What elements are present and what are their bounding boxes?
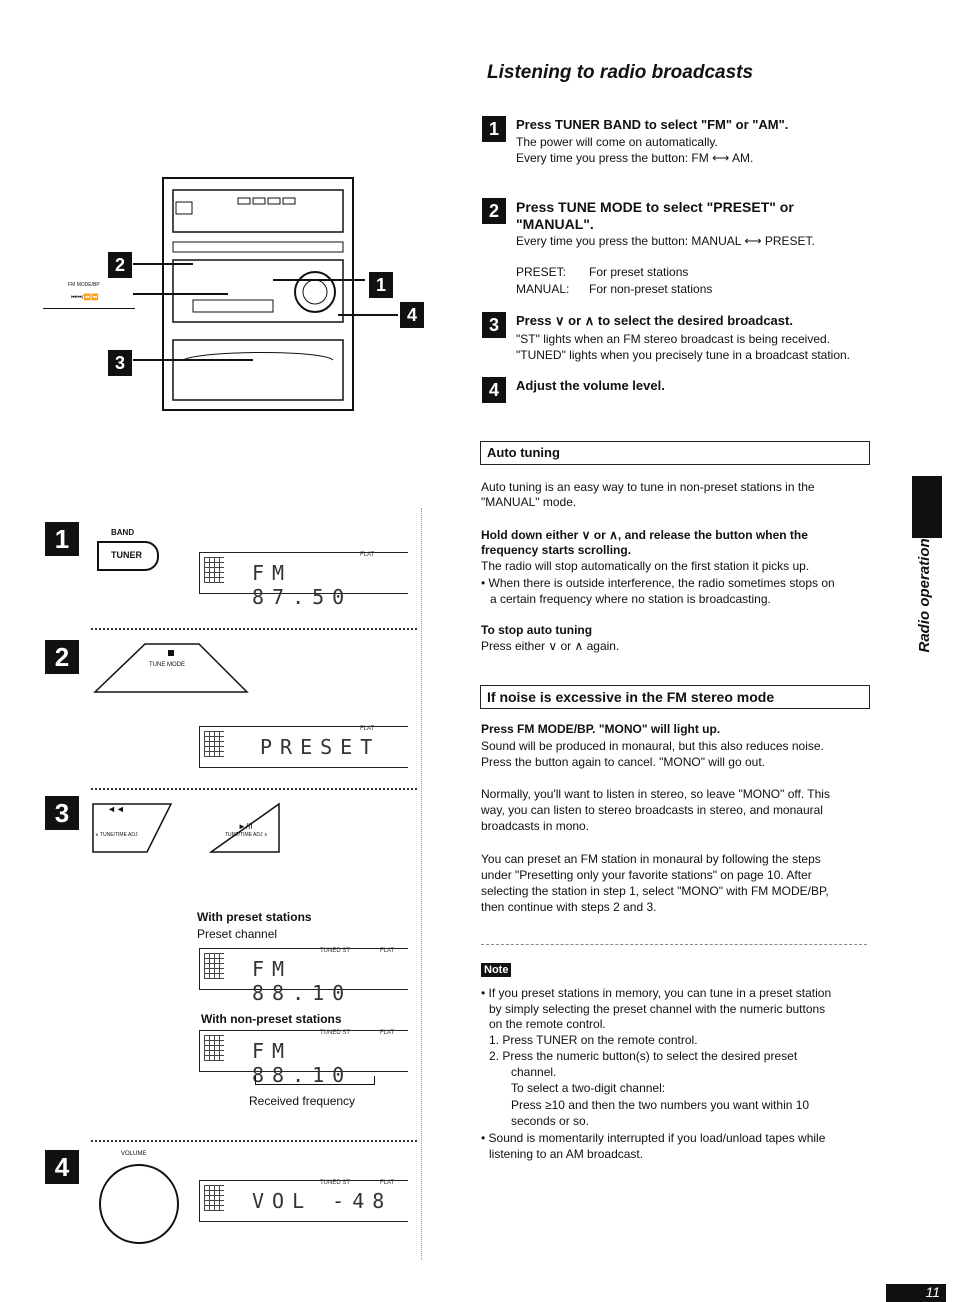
step-2-heading: Press TUNE MODE to select "PRESET" or "MANUAL". — [516, 199, 794, 232]
auto-tuning-bullet-2: a certain frequency where no station is broadcasting. — [490, 592, 771, 606]
band-label: BAND — [111, 528, 135, 537]
auto-tuning-title: Auto tuning — [487, 445, 560, 460]
note-line-6: channel. — [511, 1065, 557, 1079]
received-frequency-caption: Received frequency — [249, 1094, 356, 1108]
section-side-label: Radio operations — [916, 530, 933, 653]
lcd-grid-icon — [204, 1185, 224, 1211]
step-2-preset-key: PRESET: — [516, 265, 567, 279]
illus-step-3-badge: 3 — [45, 796, 79, 830]
step-2-manual-key: MANUAL: — [516, 282, 570, 296]
auto-tuning-bullet-1: • When there is outside interference, the radio sometimes stops on — [481, 576, 835, 590]
step-1-badge: 1 — [482, 116, 506, 142]
step-2-badge: 2 — [482, 198, 506, 224]
noise-p3-3: selecting the station in step 1, select "MONO" with FM MODE/BP, — [481, 884, 829, 898]
lcd-flat-indicator: FLAT — [360, 552, 375, 558]
note-line-3: on the remote control. — [489, 1017, 606, 1031]
note-line-2: by simply selecting the preset channel with the numeric buttons — [489, 1002, 826, 1016]
tune-mode-label: TUNE MODE — [149, 662, 185, 668]
step-3-heading: Press ∨ or ∧ to select the desired broadcast. — [516, 313, 793, 328]
lcd-flat-indicator: FLAT — [380, 1180, 395, 1186]
auto-tuning-bold-2: frequency starts scrolling. — [481, 543, 632, 557]
dotted-divider — [91, 1140, 417, 1142]
frequency-bracket — [255, 1076, 375, 1085]
auto-tuning-header — [480, 441, 870, 465]
stereo-unit-drawing — [33, 30, 428, 510]
lcd-flat-indicator: FLAT — [380, 948, 395, 954]
play-label: ►/II — [238, 822, 253, 831]
note-line-7: To select a two-digit channel: — [511, 1081, 666, 1095]
lcd-grid-icon — [204, 557, 224, 583]
noise-header — [480, 685, 870, 709]
note-line-10: • Sound is momentarily interrupted if you load/unload tapes while — [481, 1131, 826, 1145]
with-preset-caption: With preset stations — [197, 910, 312, 924]
noise-bold: Press FM MODE/BP. "MONO" will light up. — [481, 722, 721, 736]
volume-label: VOLUME — [121, 1151, 147, 1157]
auto-tuning-p1: The radio will stop automatically on the first station it picks up. — [481, 559, 810, 573]
illus-step-2-badge: 2 — [45, 640, 79, 674]
lcd-preset — [199, 726, 408, 768]
noise-p2-1: Normally, you'll want to listen in stereo, so leave "MONO" off. This — [481, 787, 830, 801]
stop-auto-tuning-heading: To stop auto tuning — [481, 623, 593, 637]
noise-p2-2: way, you can listen to stereo broadcasts in stereo, and monaural — [481, 803, 823, 817]
lcd-nonpreset-88 — [199, 1030, 408, 1087]
lcd-grid-icon — [204, 1035, 224, 1061]
page-title: Listening to radio broadcasts — [487, 62, 754, 83]
noise-p3-4: then continue with steps 2 and 3. — [481, 900, 657, 914]
note-line-1: • If you preset stations in memory, you can tune in a preset station — [481, 986, 832, 1000]
noise-p1-2: Press the button again to cancel. "MONO" will go out. — [481, 755, 765, 769]
fm-mode-label: FM MODE/BP — [68, 282, 100, 288]
lcd-nonpreset-freq-text: FM 88.10 — [252, 1039, 353, 1087]
step-1-heading: Press TUNER BAND to select "FM" or "AM". — [516, 117, 789, 132]
step-2-manual-value: For non-preset stations — [589, 282, 713, 296]
auto-tuning-bold-1: Hold down either ∨ or ∧, and release the button when the — [481, 528, 808, 542]
tuner-button[interactable] — [97, 541, 159, 571]
auto-tuning-intro-1: Auto tuning is an easy way to tune in non-preset stations in the — [481, 480, 815, 494]
page-number: 11 — [886, 1284, 946, 1302]
volume-knob[interactable] — [99, 1164, 179, 1244]
noise-p3-1: You can preset an FM station in monaural by following the steps — [481, 852, 821, 866]
lcd-flat-indicator: FLAT — [360, 726, 375, 732]
lcd-tuned-st-indicator: TUNED ST — [320, 948, 350, 954]
step-4-badge: 4 — [482, 377, 506, 403]
lcd-grid-icon — [204, 953, 224, 979]
step-2-line-1: Every time you press the button: MANUAL ⟷ PRESET. — [516, 234, 815, 248]
illus-step-4-badge: 4 — [45, 1150, 79, 1184]
lcd-preset-88 — [199, 948, 408, 1005]
note-line-5: 2. Press the numeric button(s) to select the desired preset — [489, 1049, 798, 1063]
tuner-label: TUNER — [111, 550, 142, 560]
dotted-divider — [91, 628, 417, 630]
section-tab — [912, 476, 942, 538]
diagram-step-2-badge: 2 — [108, 252, 132, 278]
left-button-label: ∨ TUNE/TIME ADJ — [95, 832, 138, 838]
noise-title: If noise is excessive in the FM stereo mode — [487, 689, 775, 705]
lcd-tuned-st-indicator: TUNED ST — [320, 1180, 350, 1186]
step-3-line-1: "ST" lights when an FM stereo broadcast is being received. — [516, 332, 831, 346]
note-badge: Note — [481, 963, 511, 977]
step-3-badge: 3 — [482, 312, 506, 338]
step-1-line-2: Every time you press the button: FM ⟷ AM. — [516, 151, 754, 165]
note-line-8: Press ≥10 and then the two numbers you want within 10 — [511, 1098, 810, 1112]
noise-p1-1: Sound will be produced in monaural, but this also reduces noise. — [481, 739, 824, 753]
step-4-heading: Adjust the volume level. — [516, 378, 665, 393]
lcd-grid-icon — [204, 731, 224, 757]
with-non-preset-caption: With non-preset stations — [201, 1012, 342, 1026]
lcd-preset-text: PRESET — [260, 735, 381, 759]
step-3-line-2: "TUNED" lights when you precisely tune in a broadcast station. — [516, 348, 851, 362]
noise-p3-2: under "Presetting only your favorite stations" on page 10. After — [481, 868, 812, 882]
note-line-4: 1. Press TUNER on the remote control. — [489, 1033, 698, 1047]
note-line-11: listening to an AM broadcast. — [489, 1147, 644, 1161]
lcd-frequency-text: FM 87.50 — [252, 561, 353, 609]
diagram-step-4-badge: 4 — [400, 302, 424, 328]
lcd-flat-indicator: FLAT — [380, 1030, 395, 1036]
dotted-divider — [91, 788, 417, 790]
lcd-fm-8750 — [199, 552, 408, 609]
step-1-line-1: The power will come on automatically. — [516, 135, 718, 149]
lcd-preset-freq-text: FM 88.10 — [252, 957, 353, 1005]
note-line-9: seconds or so. — [511, 1114, 590, 1128]
diagram-step-3-badge: 3 — [108, 350, 132, 376]
step-2-preset-value: For preset stations — [589, 265, 689, 279]
auto-tuning-intro-2: "MANUAL" mode. — [481, 495, 577, 509]
illus-step-1-badge: 1 — [45, 522, 79, 556]
rew-label: ◄◄ — [107, 804, 125, 814]
skip-label: ⏮⏮/⏪⏪ — [71, 295, 99, 301]
stop-auto-tuning-text: Press either ∨ or ∧ again. — [481, 639, 620, 653]
right-button-label: TUNE/TIME ADJ ∧ — [225, 832, 268, 838]
skip-button-outline — [43, 292, 135, 309]
noise-p2-3: broadcasts in mono. — [481, 819, 590, 833]
lcd-volume-text: VOL -48 — [252, 1189, 393, 1213]
note-divider — [481, 944, 867, 945]
preset-channel-caption: Preset channel — [197, 927, 278, 941]
diagram-step-1-badge: 1 — [369, 272, 393, 298]
lcd-tuned-st-indicator: TUNED ST — [320, 1030, 350, 1036]
steps-illustration — [45, 508, 422, 1260]
lcd-volume — [199, 1180, 408, 1222]
